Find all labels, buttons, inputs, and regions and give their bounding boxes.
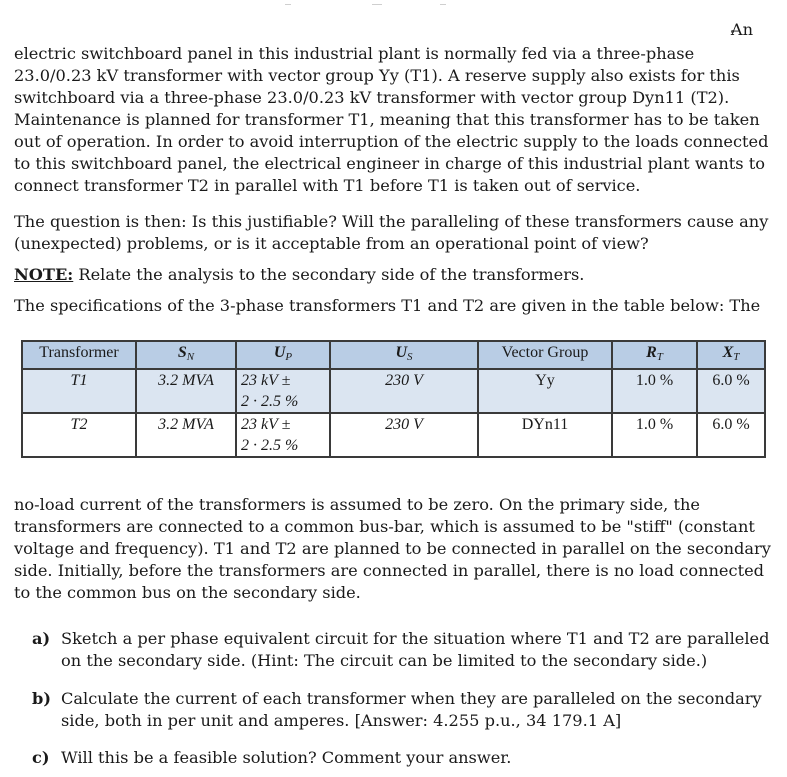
- note-paragraph: [14, 264, 774, 286]
- header-up: $U_P$: [236, 341, 330, 369]
- question-b: [14, 688, 774, 732]
- intro-paragraph: electric switchboard panel in this industrial plant is normally fed via a three-phase 23.0/0.23 kV transformer with vector group Yy (T1). A reserve supply also exists for this switchboard via a three-phase 23.0/0.23 kV transformer with vector group Dyn11 (T2). Maintenance is planned for transformer T1, meaning that this transformer has to be taken out of operation. In order to avoid interruption of the electric supply to the loads connected to this switchboard panel, the electrical engineer in charge of this industrial plant wants to connect transformer T2 in parallel with T1 before T1 is taken out of service.: [14, 44, 769, 195]
- cell-sn: 3.2 MVA: [136, 369, 236, 413]
- note-label: NOTE:: [14, 265, 74, 284]
- cell-rt: 1.0 %: [612, 369, 697, 413]
- scan-mark: [372, 4, 382, 5]
- header-rt: $R_T$: [612, 341, 697, 369]
- corner-word: An: [730, 20, 753, 39]
- cell-name: T1: [22, 369, 136, 413]
- cell-up: 23 kV ± 2 · 2.5 %: [236, 413, 330, 457]
- spec-intro-paragraph: The specifications of the 3-phase transformers T1 and T2 are given in the table below: The: [14, 296, 761, 315]
- scan-mark: [285, 4, 291, 5]
- question-a: [14, 628, 774, 672]
- table-header-row: [22, 341, 765, 369]
- question-label: a): [32, 629, 51, 648]
- question-text: Will this be a feasible solution? Comment your answer.: [61, 748, 512, 767]
- table-row: [22, 369, 765, 413]
- cell-up: 23 kV ± 2 · 2.5 %: [236, 369, 330, 413]
- question-label: b): [32, 689, 51, 708]
- cell-us: 230 V: [330, 369, 478, 413]
- header-vector-group: Vector Group: [478, 341, 612, 369]
- scan-mark: [440, 4, 446, 5]
- header-xt: $X_T$: [697, 341, 765, 369]
- cell-name: T2: [22, 413, 136, 457]
- cell-sn: 3.2 MVA: [136, 413, 236, 457]
- cell-xt: 6.0 %: [697, 413, 765, 457]
- spec-table: [21, 340, 766, 458]
- cell-vector: Yy: [478, 369, 612, 413]
- assumptions-paragraph: no-load current of the transformers is assumed to be zero. On the primary side, the transformers are connected to a common bus-bar, which is assumed to be "stiff" (constant voltage and frequency). T1 and T2 are planned to be connected in parallel on the secondary side. Initially, before the transformers are connected in parallel, there is no load connected to the common bus on the secondary side.: [14, 495, 771, 602]
- note-text: Relate the analysis to the secondary side of the transformers.: [73, 265, 585, 284]
- cell-vector: DYn11: [478, 413, 612, 457]
- header-us: $U_S$: [330, 341, 478, 369]
- question-text: Sketch a per phase equivalent circuit for the situation where T1 and T2 are paralleled on the secondary side. (Hint: The circuit can be limited to the secondary side.): [61, 629, 770, 670]
- question-text: Calculate the current of each transformer when they are paralleled on the secondary side, both in per unit and amperes. [Answer: 4.255 p.u., 34 179.1 A]: [61, 689, 762, 730]
- question-c: [14, 747, 774, 769]
- cell-xt: 6.0 %: [697, 369, 765, 413]
- question-paragraph: The question is then: Is this justifiable? Will the paralleling of these transformers cause any (unexpected) problems, or is it acceptable from an operational point of view?: [14, 212, 769, 253]
- table-row: [22, 413, 765, 457]
- cell-rt: 1.0 %: [612, 413, 697, 457]
- question-label: c): [32, 748, 50, 767]
- header-transformer: Transformer: [22, 341, 136, 369]
- cell-us: 230 V: [330, 413, 478, 457]
- header-sn: $S_N$: [136, 341, 236, 369]
